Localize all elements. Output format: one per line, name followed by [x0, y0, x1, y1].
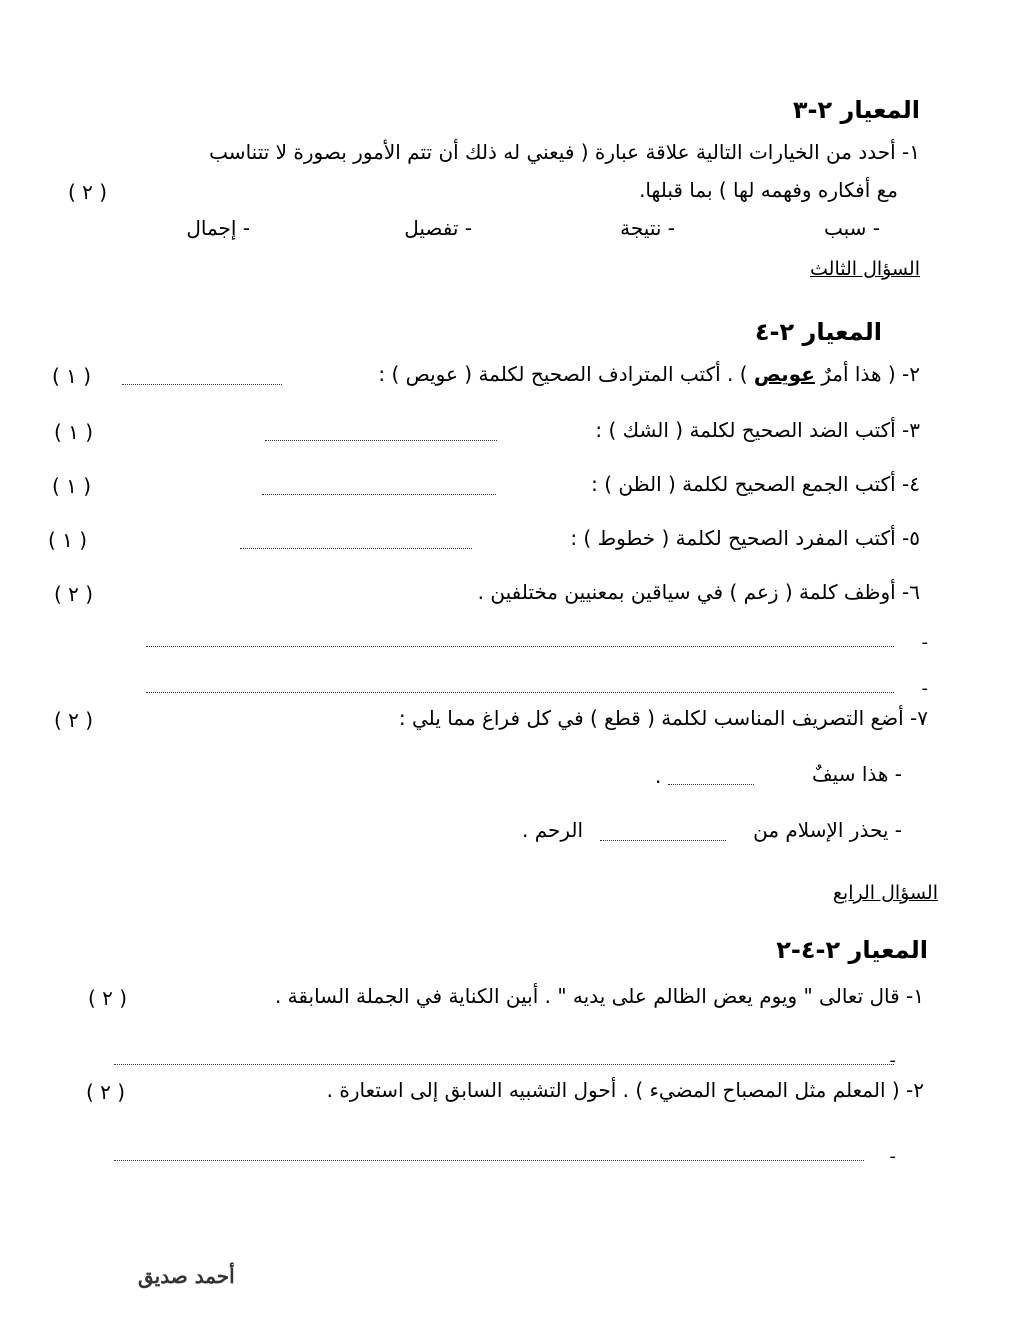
q4-item1-mark: ( ٢ ) — [88, 986, 128, 1010]
answer-line-context-2[interactable] — [146, 692, 894, 693]
answer-line-plural[interactable] — [262, 494, 496, 495]
standard-2-4-2-heading: المعيار ٢-٤-٢ — [776, 936, 928, 964]
q4-item2: ٢- ( المعلم مثل المصباح المضيء ) . أحول التشبيه السابق إلى استعارة . — [326, 1078, 924, 1102]
option-summary: - إجمال — [186, 216, 250, 240]
option-result: - نتيجة — [620, 216, 675, 240]
standard-2-4-heading: المعيار ٢-٤ — [754, 318, 882, 346]
q3-item7-a: - هذا سيفٌ — [811, 762, 902, 786]
standard-2-3-heading: المعيار ٢-٣ — [792, 96, 920, 124]
answer-dash-2: - — [921, 678, 928, 699]
q4-item1: ١- قال تعالى " ويوم يعض الظالم على يديه " . أبين الكناية في الجملة السابقة . — [274, 984, 924, 1008]
answer-dash-3: - — [889, 1050, 896, 1071]
answer-line-singular[interactable] — [240, 548, 472, 549]
q3-item7-mark: ( ٢ ) — [54, 708, 94, 732]
q3-item2 — [378, 362, 920, 386]
q3-item7-a-end: . — [655, 764, 662, 788]
q4-item2-mark: ( ٢ ) — [86, 1080, 126, 1104]
answer-line-antonym[interactable] — [265, 440, 497, 441]
author-signature: أحمد صديق — [138, 1264, 235, 1288]
q3-item7: ٧- أضع التصريف المناسب لكلمة ( قطع ) في كل فراغ مما يلي : — [398, 706, 928, 730]
q3-item6: ٦- أوظف كلمة ( زعم ) في سياقين بمعنيين مختلفين . — [477, 580, 920, 604]
answer-line-synonym[interactable] — [122, 384, 282, 385]
q3-item3: ٣- أكتب الضد الصحيح لكلمة ( الشك ) : — [595, 418, 920, 442]
answer-line-sword[interactable] — [668, 784, 754, 785]
q3-item4: ٤- أكتب الجمع الصحيح لكلمة ( الظن ) : — [591, 472, 920, 496]
q3-item7-b: - يحذر الإسلام من — [753, 818, 902, 842]
question-4-title: السؤال الرابع — [832, 882, 938, 904]
q2-item1-line2: مع أفكاره وفهمه لها ) بما قبلها. — [639, 178, 898, 202]
q3-item3-mark: ( ١ ) — [54, 420, 94, 444]
q3-item2-keyword: عويص — [753, 362, 815, 386]
q3-item2-mark: ( ١ ) — [52, 364, 92, 388]
answer-line-kinship[interactable] — [600, 840, 726, 841]
q3-item2-prefix: ٢- ( هذا أمرٌ — [814, 362, 920, 386]
question-3-title: السؤال الثالث — [810, 258, 920, 280]
answer-dash-4: - — [889, 1146, 896, 1167]
q3-item4-mark: ( ١ ) — [52, 474, 92, 498]
answer-line-context-1[interactable] — [146, 646, 894, 647]
q2-item1-line1: ١- أحدد من الخيارات التالية علاقة عبارة ( فيعني له ذلك أن تتم الأمور بصورة لا تتناسب — [209, 140, 920, 164]
q2-item1-mark: ( ٢ ) — [68, 180, 108, 204]
q3-item5: ٥- أكتب المفرد الصحيح لكلمة ( خطوط ) : — [570, 526, 920, 550]
option-cause: - سبب — [823, 216, 880, 240]
option-detail: - تفصيل — [404, 216, 472, 240]
q3-item6-mark: ( ٢ ) — [54, 582, 94, 606]
answer-line-metonymy[interactable] — [114, 1064, 894, 1065]
q3-item5-mark: ( ١ ) — [48, 528, 88, 552]
q3-item7-b-end: الرحم . — [522, 818, 584, 842]
q3-item2-suffix: ) . أكتب المترادف الصحيح لكلمة ( عويص ) : — [378, 362, 754, 386]
answer-dash-1: - — [921, 632, 928, 653]
answer-line-metaphor[interactable] — [114, 1160, 864, 1161]
